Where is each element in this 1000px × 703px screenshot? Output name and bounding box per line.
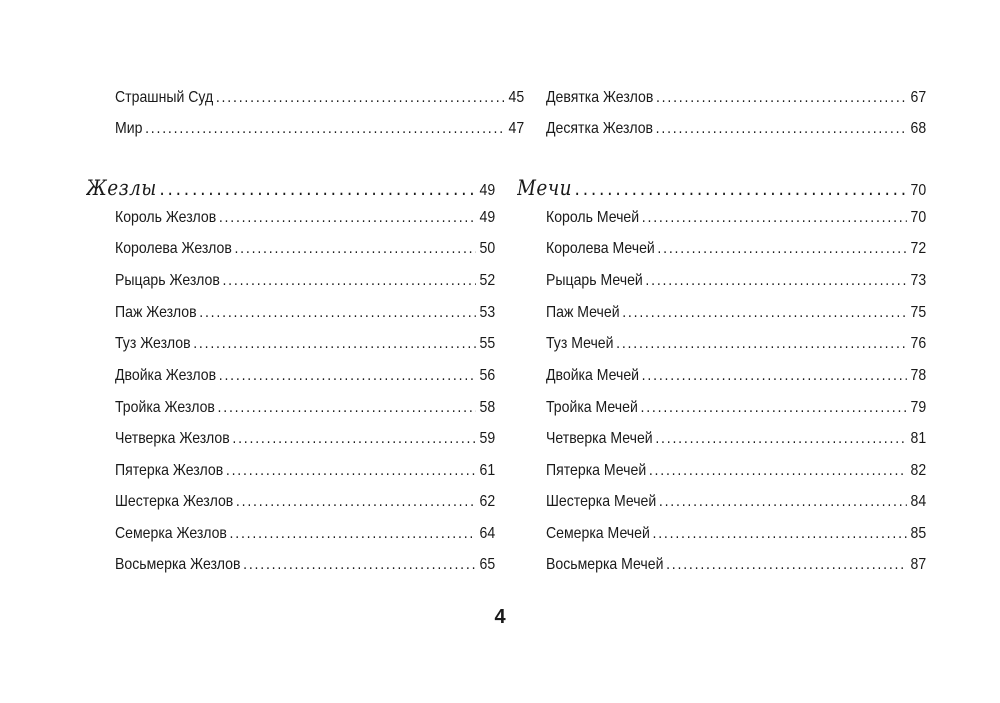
dot-leader [666, 556, 907, 574]
section-page: 70 [910, 182, 927, 199]
toc-entry[interactable] [115, 556, 495, 574]
dot-leader [219, 209, 476, 227]
toc-entry-page: 52 [479, 272, 496, 289]
toc-entry-page: 49 [479, 209, 496, 226]
toc-entry-label: Восьмерка Жезлов [115, 556, 241, 573]
toc-entry[interactable] [115, 209, 495, 227]
toc-entry[interactable] [115, 493, 495, 511]
toc-entry-page: 81 [910, 430, 927, 447]
dot-leader [642, 209, 907, 227]
section-title: Жезлы [86, 176, 157, 200]
toc-entry[interactable] [115, 304, 495, 322]
toc-entry[interactable] [115, 120, 524, 138]
section-title: Мечи [517, 176, 573, 200]
toc-entry-page: 72 [910, 240, 927, 257]
toc-entry-label: Рыцарь Мечей [546, 272, 643, 289]
toc-section-heading[interactable] [86, 176, 495, 201]
toc-entry-page: 56 [479, 367, 496, 384]
toc-entry-page: 82 [910, 462, 927, 479]
dot-leader [226, 462, 476, 480]
dot-leader [642, 367, 907, 385]
dot-leader [645, 272, 907, 290]
toc-entry[interactable] [546, 335, 926, 353]
toc-entry-page: 59 [479, 430, 496, 447]
dot-leader [659, 493, 907, 511]
toc-entry-label: Двойка Мечей [546, 367, 640, 384]
toc-entry-page: 75 [910, 304, 927, 321]
toc-entry-label: Десятка Жезлов [546, 120, 654, 137]
dot-leader [656, 120, 907, 138]
toc-entry-label: Пятерка Мечей [546, 462, 647, 479]
toc-entry-page: 84 [910, 493, 927, 510]
toc-entry-label: Паж Мечей [546, 304, 620, 321]
toc-entry-page: 47 [508, 120, 525, 137]
dot-leader [219, 367, 476, 385]
toc-entry-page: 61 [479, 462, 496, 479]
toc-entry-label: Тройка Жезлов [115, 399, 215, 416]
toc-entry-label: Королева Жезлов [115, 240, 232, 257]
toc-entry-label: Рыцарь Жезлов [115, 272, 220, 289]
toc-entry[interactable] [115, 240, 495, 258]
toc-entry[interactable] [546, 493, 926, 511]
toc-entry-page: 58 [479, 399, 496, 416]
toc-entry-page: 76 [910, 335, 927, 352]
dot-leader [657, 240, 907, 258]
section-page: 49 [479, 182, 496, 199]
dot-leader [656, 89, 907, 107]
toc-entry[interactable] [546, 462, 926, 480]
toc-entry[interactable] [546, 430, 926, 448]
toc-entry-page: 50 [479, 240, 496, 257]
toc-entry-page: 70 [910, 209, 927, 226]
dot-leader [640, 399, 907, 417]
dot-leader [159, 177, 476, 201]
toc-entry[interactable] [546, 89, 926, 107]
dot-leader [655, 430, 907, 448]
toc-entry-label: Страшный Суд [115, 89, 214, 106]
toc-entry-page: 79 [910, 399, 927, 416]
toc-entry-page: 64 [479, 525, 496, 542]
toc-entry[interactable] [115, 335, 495, 353]
toc-entry-label: Четверка Жезлов [115, 430, 230, 447]
toc-entry-page: 65 [479, 556, 496, 573]
dot-leader [193, 335, 476, 353]
dot-leader [243, 556, 476, 574]
toc-entry[interactable] [115, 272, 495, 290]
toc-entry[interactable] [546, 556, 926, 574]
toc-entry-label: Король Мечей [546, 209, 640, 226]
toc-entry[interactable] [546, 304, 926, 322]
toc-entry[interactable] [546, 240, 926, 258]
toc-entry-label: Четверка Мечей [546, 430, 653, 447]
toc-entry[interactable] [546, 272, 926, 290]
toc-entry-page: 67 [910, 89, 927, 106]
toc-entry-label: Туз Жезлов [115, 335, 191, 352]
dot-leader [649, 462, 907, 480]
toc-entry-page: 45 [508, 89, 525, 106]
toc-entry-label: Семерка Жезлов [115, 525, 227, 542]
dot-leader [222, 272, 476, 290]
toc-entry[interactable] [546, 120, 926, 138]
toc-entry-label: Туз Мечей [546, 335, 614, 352]
toc-entry-label: Семерка Мечей [546, 525, 650, 542]
toc-entry-label: Мир [115, 120, 143, 137]
dot-leader [145, 120, 505, 138]
toc-entry[interactable] [115, 367, 495, 385]
toc-entry-label: Паж Жезлов [115, 304, 197, 321]
toc-entry[interactable] [115, 89, 524, 107]
toc-entry[interactable] [546, 367, 926, 385]
dot-leader [216, 89, 505, 107]
dot-leader [232, 430, 476, 448]
toc-entry-label: Король Жезлов [115, 209, 217, 226]
dot-leader [575, 177, 907, 201]
toc-entry-page: 73 [910, 272, 927, 289]
toc-entry-label: Пятерка Жезлов [115, 462, 224, 479]
toc-entry-page: 78 [910, 367, 927, 384]
page-number: 4 [494, 606, 506, 628]
toc-entry-page: 55 [479, 335, 496, 352]
toc-section-heading[interactable] [517, 176, 926, 201]
dot-leader [218, 399, 476, 417]
toc-entry-page: 68 [910, 120, 927, 137]
dot-leader [236, 493, 476, 511]
dot-leader [652, 525, 906, 543]
dot-leader [234, 240, 476, 258]
dot-leader [199, 304, 476, 322]
toc-entry-label: Шестерка Жезлов [115, 493, 234, 510]
toc-entry-label: Девятка Жезлов [546, 89, 654, 106]
toc-entry-label: Королева Мечей [546, 240, 655, 257]
toc-entry[interactable] [115, 525, 495, 543]
toc-entry[interactable] [115, 399, 495, 417]
toc-entry[interactable] [115, 462, 495, 480]
toc-entry-label: Шестерка Мечей [546, 493, 657, 510]
toc-entry[interactable] [115, 430, 495, 448]
toc-entry[interactable] [546, 399, 926, 417]
toc-entry-label: Восьмерка Мечей [546, 556, 664, 573]
toc-entry-label: Тройка Мечей [546, 399, 638, 416]
dot-leader [616, 335, 907, 353]
toc-entry-page: 85 [910, 525, 927, 542]
dot-leader [622, 304, 907, 322]
toc-entry[interactable] [546, 209, 926, 227]
dot-leader [230, 525, 476, 543]
toc-entry[interactable] [546, 525, 926, 543]
toc-entry-page: 53 [479, 304, 496, 321]
toc-entry-page: 62 [479, 493, 496, 510]
toc-entry-page: 87 [910, 556, 927, 573]
toc-entry-label: Двойка Жезлов [115, 367, 217, 384]
